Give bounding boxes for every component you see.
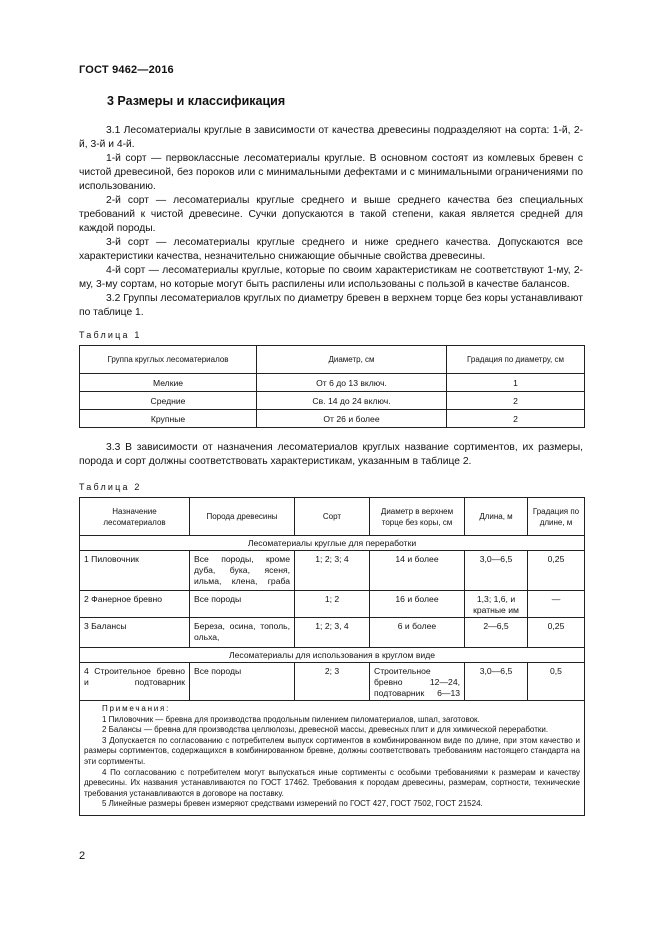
table-2-row — [80, 551, 585, 591]
table-1-header-cell: Диаметр, см — [257, 346, 447, 374]
section-title: 3 Размеры и классификация — [107, 94, 286, 108]
table-2-group-row — [80, 536, 585, 551]
paragraph-grade-4: 4-й сорт — лесоматериалы круглые, которые по своим характеристикам не соответствуют 1-му, 2-му, 3-му сортам, но которые могут быть распилены или использованы с пользой в качестве балансов. — [79, 265, 583, 291]
table-1-cell: Крупные — [80, 410, 257, 428]
table-2-cell: 2—6,5 — [465, 618, 528, 648]
table-2-cell: 0,25 — [528, 551, 585, 591]
table-2-caption: Таблица 2 — [79, 482, 142, 492]
table-2-cell: 0,5 — [528, 663, 585, 701]
table-2-cell: 4 Строительное бревно и подтоварник — [80, 663, 190, 701]
note-item: 4 По согласованию с потребителем могут выпускаться иные сортименты с особыми требованиями к размерам и качеству древесины. Их названия устанавливаются по ГОСТ 17462. Требования к породам древесины, размерам, сортности, технические требования устанавливаются в договоре на поставку. — [84, 767, 580, 798]
table-1-cell: От 6 до 13 включ. — [257, 374, 447, 392]
table-2-cell: 2 Фанерное бревно — [80, 591, 190, 618]
table-2-notes-row — [80, 701, 585, 816]
table-2-cell: 3 Балансы — [80, 618, 190, 648]
paragraph-grade-2: 2-й сорт — лесоматериалы круглые среднего и выше среднего качества без специальных требований к чистой древесине. Сучки допускаются в такой степени, какая является средней для каждой породы. — [79, 195, 583, 235]
table-2-header-cell: Градация по длине, м — [528, 498, 585, 536]
note-item: 5 Линейные размеры бревен измеряют средствами измерений по ГОСТ 427, ГОСТ 7502, ГОСТ 21524. — [102, 799, 483, 809]
table-2-cell: 6 и более — [370, 618, 465, 648]
table-1-row — [80, 410, 585, 428]
page-number: 2 — [79, 850, 86, 862]
paragraph-3-2: 3.2 Группы лесоматериалов круглых по диаметру бревен в верхнем торце без коры устанавливают по таблице 1. — [79, 293, 583, 319]
table-2-cell: 1; 2 — [295, 591, 370, 618]
table-2-row — [80, 591, 585, 618]
table-2-cell: Береза, осина, тополь, ольха, — [190, 618, 295, 648]
table-1-cell: Св. 14 до 24 включ. — [257, 392, 447, 410]
paragraph-3-1: 3.1 Лесоматериалы круглые в зависимости от качества древесины подразделяют на сорта: 1-й, 2-й, 3-й и 4-й. — [79, 125, 583, 151]
note-item: 1 Пиловочник — бревна для производства продольным пилением пиломатериалов, шпал, заготовок. — [102, 714, 480, 724]
table-2 — [79, 497, 585, 816]
table-2-header-cell: Диаметр в верхнем торце без коры, см — [370, 498, 465, 536]
table-1-header-cell: Группа круглых лесоматериалов — [80, 346, 257, 374]
table-2-cell: 0,25 — [528, 618, 585, 648]
table-2-header-row — [80, 498, 585, 536]
table-2-cell: 1; 2; 3; 4 — [295, 551, 370, 591]
table-2-cell: 16 и более — [370, 591, 465, 618]
table-1-cell: 2 — [447, 392, 585, 410]
table-2-row — [80, 618, 585, 648]
table-2-cell: Все породы, кроме дуба, бука, ясеня, ильма, клена, граба — [190, 551, 295, 591]
table-2-cell: Все породы — [190, 591, 295, 618]
table-2-cell: 14 и более — [370, 551, 465, 591]
table-1-cell: От 26 и более — [257, 410, 447, 428]
notes-title: Примечания: — [102, 704, 171, 713]
table-1 — [79, 345, 585, 428]
table-1-row — [80, 374, 585, 392]
table-2-cell: 3,0—6,5 — [465, 551, 528, 591]
table-1-row — [80, 392, 585, 410]
table-1-header-row — [80, 346, 585, 374]
table-2-cell: 2; 3 — [295, 663, 370, 701]
table-2-cell: 1 Пиловочник — [80, 551, 190, 591]
table-2-group-row — [80, 648, 585, 663]
table-2-cell: — — [528, 591, 585, 618]
note-item: 2 Балансы — бревна для производства целлюлозы, древесной массы, древесных плит и для химической переработки. — [102, 725, 549, 735]
table-2-header-cell: Длина, м — [465, 498, 528, 536]
table-2-cell: 1; 2; 3, 4 — [295, 618, 370, 648]
table-2-cell: 3,0—6,5 — [465, 663, 528, 701]
table-1-header-cell: Градация по диаметру, см — [447, 346, 585, 374]
table-2-notes — [80, 701, 585, 816]
table-2-group-heading: Лесоматериалы для использования в круглом виде — [80, 648, 585, 663]
table-1-cell: 1 — [447, 374, 585, 392]
table-2-cell: 1,3; 1,6, и кратные им — [465, 591, 528, 618]
document-code: ГОСТ 9462—2016 — [79, 64, 174, 76]
table-1-cell: 2 — [447, 410, 585, 428]
table-1-cell: Средние — [80, 392, 257, 410]
paragraph-grade-1: 1-й сорт — первоклассные лесоматериалы круглые. В основном состоят из комлевых бревен с чистой древесиной, без пороков или с минимальными дефектами и с минимальными ограничениями по использованию. — [79, 153, 583, 193]
table-1-caption: Таблица 1 — [79, 330, 142, 340]
note-item: 3 Допускается по согласованию с потребителем выпуск сортиментов в комбинированном виде по длине, при этом качество и размеры сортиментов, содержащихся в комбинированном бревне, должны соответствовать требованиям настоящего стандарта на эти сортименты. — [84, 735, 580, 766]
table-2-group-heading: Лесоматериалы круглые для переработки — [80, 536, 585, 551]
paragraph-grade-3: 3-й сорт — лесоматериалы круглые среднего и ниже среднего качества. Допускаются все характеристики качества, незначительно снижающие обычные свойства древесины. — [79, 237, 583, 263]
table-1-cell: Мелкие — [80, 374, 257, 392]
table-2-cell: Все породы — [190, 663, 295, 701]
table-2-header-cell: Назначение лесоматериалов — [80, 498, 190, 536]
table-2-header-cell: Порода древесины — [190, 498, 295, 536]
table-2-cell: Строительное бревно 12—24, подтоварник 6—13 — [370, 663, 465, 701]
paragraph-3-3: 3.3 В зависимости от назначения лесоматериалов круглых название сортиментов, их размеры, порода и сорт должны соответствовать характеристикам, указанным в таблице 2. — [79, 442, 583, 468]
table-2-header-cell: Сорт — [295, 498, 370, 536]
table-2-row — [80, 663, 585, 701]
